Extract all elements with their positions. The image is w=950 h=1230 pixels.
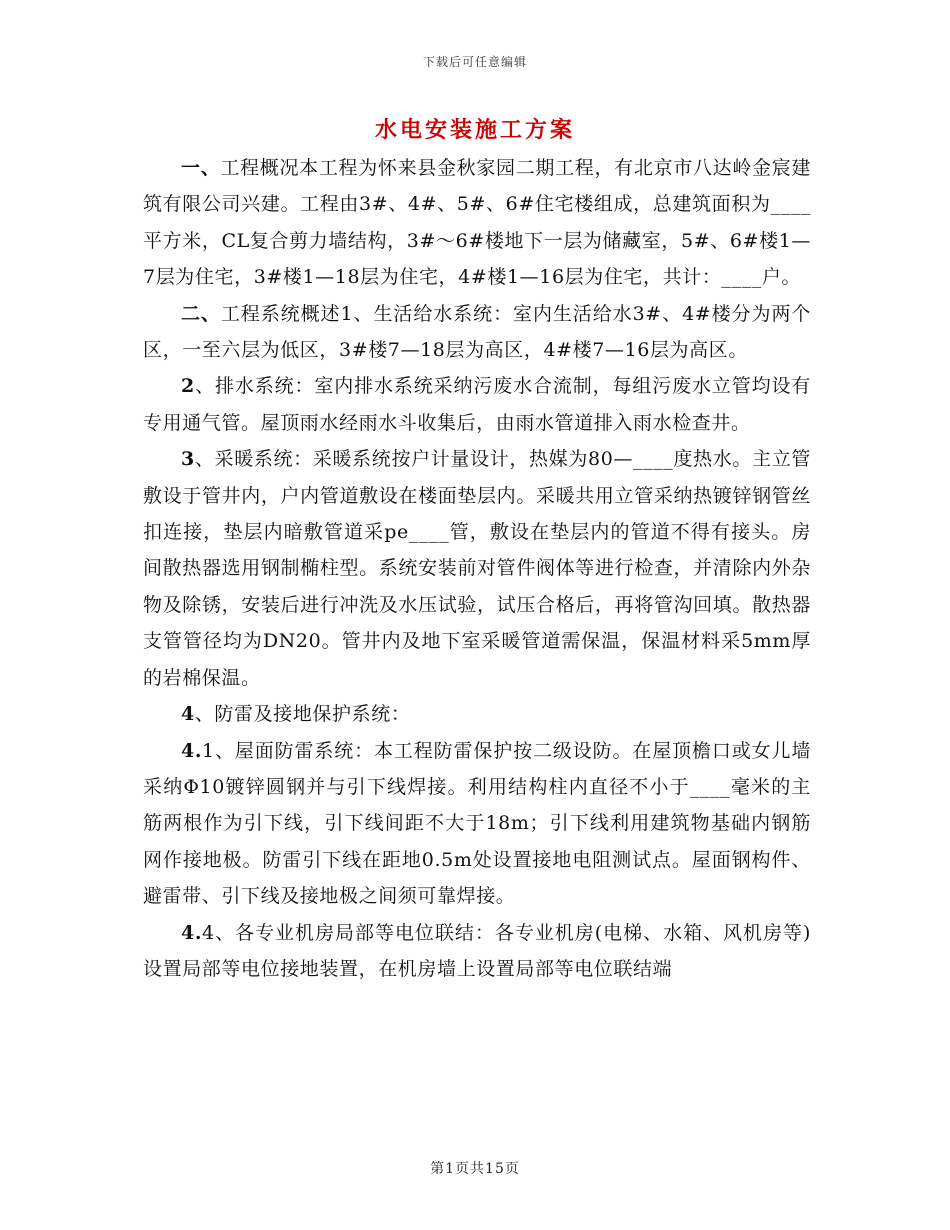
header-note: 下载后可任意编辑 (422, 55, 527, 69)
paragraph-heating (143, 441, 811, 696)
paragraph-text: 工程系统概述1、生活给水系统：室内生活给水3#、4#楼分为两个区，一至六层为低区，3#楼7—18层为高区，4#楼7—16层为高区。 (143, 302, 811, 362)
paragraph-equipotential-bonding (143, 915, 811, 988)
paragraph-text: 、排水系统：室内排水系统采纳污废水合流制，每组污废水立管均设有专用通气管。屋顶雨水经雨水斗收集后，由雨水管道排入雨水检查井。 (143, 375, 811, 434)
paragraph-lead: 二、 (181, 302, 221, 325)
paragraph-text: 、采暖系统：采暖系统按户计量设计，热媒为80—____度热水。主立管敷设于管井内，户内管道敷设在楼面垫层内。采暖共用立管采纳热镀锌钢管丝扣连接，垫层内暗敷管道采pe____管，敷设在垫层内的管道不得有接头。房间散热器选用钢制椭柱型。系统安装前对管件阀体等进行检查，并清除内外杂物及除锈，安装后进行冲洗及水压试验，试压合格后，再将管沟回填。散热器支管管径均为DN20。管井内及地下室采暖管道需保温，保温材料采5mm厚的岩棉保温。 (143, 448, 811, 689)
paragraph-project-overview (143, 150, 811, 296)
document-body (143, 150, 811, 987)
paragraph-lead: 4. (181, 739, 203, 762)
paragraph-system-overview (143, 296, 811, 369)
paragraph-lead: 2 (181, 375, 195, 398)
document-title: 水电安装施工方案 (374, 117, 575, 143)
paragraph-drainage (143, 368, 811, 441)
paragraph-text: 工程概况本工程为怀来县金秋家园二期工程，有北京市八达岭金宸建筑有限公司兴建。工程由3#、4#、5#、6#住宅楼组成，总建筑面积为____平方米，CL复合剪力墙结构，3#～6#楼地下一层为储藏室，5#、6#楼1—7层为住宅，3#楼1—18层为住宅，4#楼1—16层为住宅，共计：____户。 (143, 157, 811, 289)
paragraph-lead: 一、 (181, 157, 221, 179)
paragraph-text: 1、屋面防雷系统：本工程防雷保护按二级设防。在屋顶檐口或女儿墙采纳Φ10镀锌圆钢并与引下线焊接。利用结构柱内直径不小于____毫米的主筋两根作为引下线，引下线间距不大于18m；引下线利用建筑物基础内钢筋网作接地极。防雷引下线在距地0.5m处设置接地电阻测试点。屋面钢构件、避雷带、引下线及接地极之间须可靠焊接。 (143, 739, 811, 908)
page-number-footer: 第1页共15页 (430, 1161, 520, 1177)
paragraph-lightning-protection (143, 696, 811, 732)
paragraph-lead: 4. (181, 921, 203, 944)
paragraph-text: 4、各专业机房局部等电位联结：各专业机房(电梯、水箱、风机房等)设置局部等电位接地装置，在机房墙上设置局部等电位联结端 (143, 921, 811, 980)
paragraph-roof-lightning (143, 733, 811, 915)
paragraph-lead: 4 (181, 703, 195, 726)
paragraph-text: 、防雷及接地保护系统： (194, 703, 411, 726)
paragraph-lead: 3 (181, 448, 195, 471)
